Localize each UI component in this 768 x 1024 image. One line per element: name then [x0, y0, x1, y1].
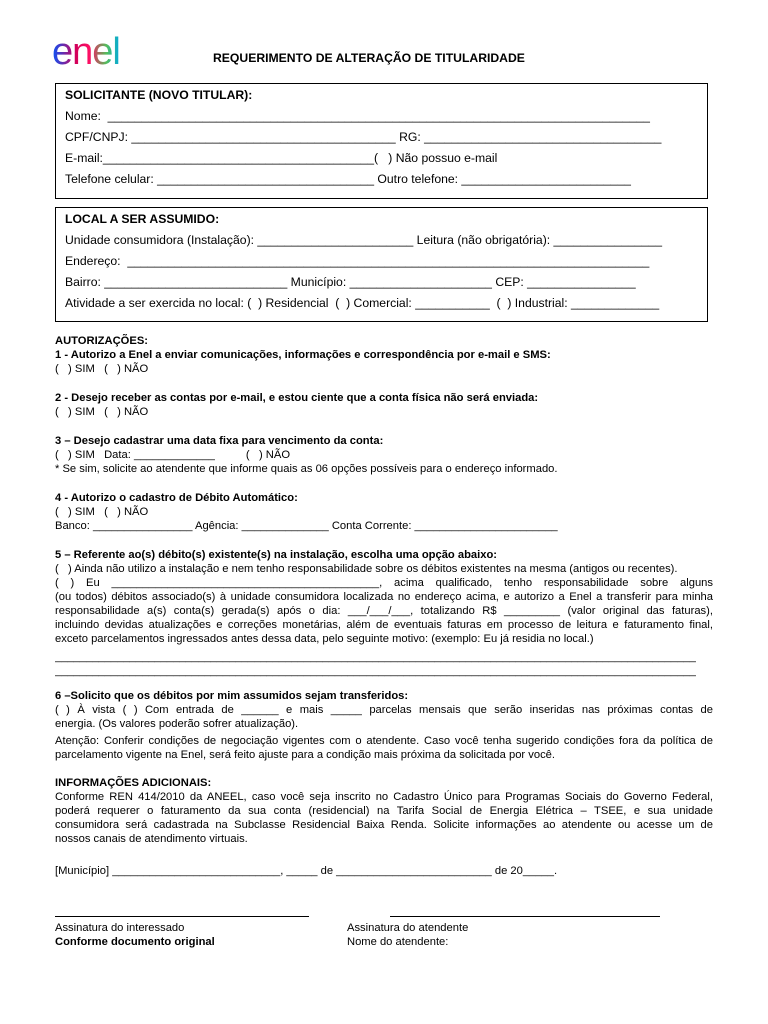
info-line: poderá requerer o faturamento da sua conta (residencial) na Tarifa Social de Energia Elétrica – TSEE, e sua unidade [55, 805, 713, 817]
signature-note-interessado: Conforme documento original [55, 936, 215, 948]
q2-options[interactable]: ( ) SIM ( ) NÃO [55, 406, 149, 418]
q3-title: 3 – Desejo cadastrar uma data fixa para vencimento da conta: [55, 435, 384, 447]
q6-title: 6 –Solicito que os débitos por mim assumidos sejam transferidos: [55, 690, 409, 702]
local-header: LOCAL A SER ASSUMIDO: [65, 212, 220, 226]
q5-reason-line[interactable]: _______________________________________________________________________________________________________ [55, 665, 696, 677]
telefone-field[interactable]: Telefone celular: ________________________________ Outro telefone: _________________________ [65, 172, 631, 186]
q2-title: 2 - Desejo receber as contas por e-mail, e estou ciente que a conta física não será enviada: [55, 392, 539, 404]
q5-title: 5 – Referente ao(s) débito(s) existente(s) na instalação, escolha uma opção abaixo: [55, 549, 498, 561]
atividade-field[interactable]: Atividade a ser exercida no local: ( ) Residencial ( ) Comercial: ___________ ( ) Industrial: _____________ [65, 296, 660, 310]
info-line: consumidora será cadastrada na Subclasse Residencial Baixa Renda. Solicite informações ao atendente ou acesse um de [55, 819, 713, 831]
logo-text: enel [52, 33, 120, 69]
info-header: INFORMAÇÕES ADICIONAIS: [55, 777, 212, 789]
atendente-name-label: Nome do atendente: [347, 936, 449, 948]
q5-line: (ou todos) débitos associado(s) à unidade consumidora localizada no endereço acima, e autorizo a Enel a transferir para minha [55, 591, 713, 603]
page-title: REQUERIMENTO DE ALTERAÇÃO DE TITULARIDADE [213, 51, 525, 65]
signature-line-atendente[interactable] [390, 916, 660, 917]
endereco-field[interactable]: Endereço: _____________________________________________________________________________ [65, 254, 650, 268]
q5-line: incluindo devidas atualizações e correções monetárias, além de eventuais faturas em processo de leitura e faturamento final, [55, 619, 713, 631]
q6-line: energia. (Os valores poderão sofrer atualização). [55, 718, 299, 730]
q3-note: * Se sim, solicite ao atendente que informe quais as 06 opções possíveis para o endereço informado. [55, 463, 558, 475]
unidade-field[interactable]: Unidade consumidora (Instalação): _______________________ Leitura (não obrigatória): ________________ [65, 233, 662, 247]
q4-options[interactable]: ( ) SIM ( ) NÃO [55, 506, 149, 518]
autorizacoes-header: AUTORIZAÇÕES: [55, 335, 149, 347]
solicitante-header: SOLICITANTE (NOVO TITULAR): [65, 88, 253, 102]
q5-line[interactable]: ( ) Eu ___________________________________________, acima qualificado, tenho responsabilidade sobre alguns [55, 577, 713, 589]
q5-line[interactable]: responsabilidade a(s) conta(s) gerada(s) após o dia: ___/___/___, totalizando R$ _________ (valor original das faturas), [55, 605, 713, 617]
signature-label-interessado: Assinatura do interessado [55, 922, 185, 934]
q6-line: parcelamento vigente na Enel, será feito ajuste para a condição mais próxima da solicitada por você. [55, 749, 555, 761]
q6-line: Atenção: Conferir condições de negociação vigentes com o atendente. Caso você tenha sugerido condições fora da política de [55, 735, 713, 747]
signature-line-interessado[interactable] [55, 916, 309, 917]
q5-line[interactable]: ( ) Ainda não utilizo a instalação e nem tenho responsabilidade sobre os débitos existentes na mesma (antigos ou recentes). [55, 563, 678, 575]
date-line[interactable]: [Município] ___________________________, _____ de _________________________ de 20_____. [55, 865, 558, 877]
email-field[interactable]: E-mail:________________________________________( ) Não possuo e-mail [65, 151, 498, 165]
q1-options[interactable]: ( ) SIM ( ) NÃO [55, 363, 149, 375]
cpf-rg-field[interactable]: CPF/CNPJ: _______________________________________ RG: ___________________________________ [65, 130, 662, 144]
q5-line: exceto parcelamentos ingressados antes dessa data, pelo seguinte motivo: (exemplo: Eu já residia no local.) [55, 633, 594, 645]
q4-bank-fields[interactable]: Banco: ________________ Agência: ______________ Conta Corrente: _______________________ [55, 520, 558, 532]
q5-reason-line[interactable]: _______________________________________________________________________________________________________ [55, 651, 696, 663]
signature-label-atendente: Assinatura do atendente [347, 922, 469, 934]
nome-field[interactable]: Nome: ________________________________________________________________________________ [65, 109, 650, 123]
enel-logo [52, 33, 156, 69]
q6-options[interactable]: ( ) À vista ( ) Com entrada de ______ e mais _____ parcelas mensais que serão inseridas nas próximas contas de [55, 704, 713, 716]
q3-options[interactable]: ( ) SIM Data: _____________ ( ) NÃO [55, 449, 291, 461]
bairro-field[interactable]: Bairro: ___________________________ Município: _____________________ CEP: ________________ [65, 275, 636, 289]
q1-title: 1 - Autorizo a Enel a enviar comunicações, informações e correspondência por e-mail e SMS: [55, 349, 551, 361]
info-line: nossos canais de atendimento virtuais. [55, 833, 248, 845]
q4-title: 4 - Autorizo o cadastro de Débito Automático: [55, 492, 298, 504]
info-line: Conforme REN 414/2010 da ANEEL, caso você seja inscrito no Cadastro Único para Programas Sociais do Governo Federal, [55, 791, 713, 803]
